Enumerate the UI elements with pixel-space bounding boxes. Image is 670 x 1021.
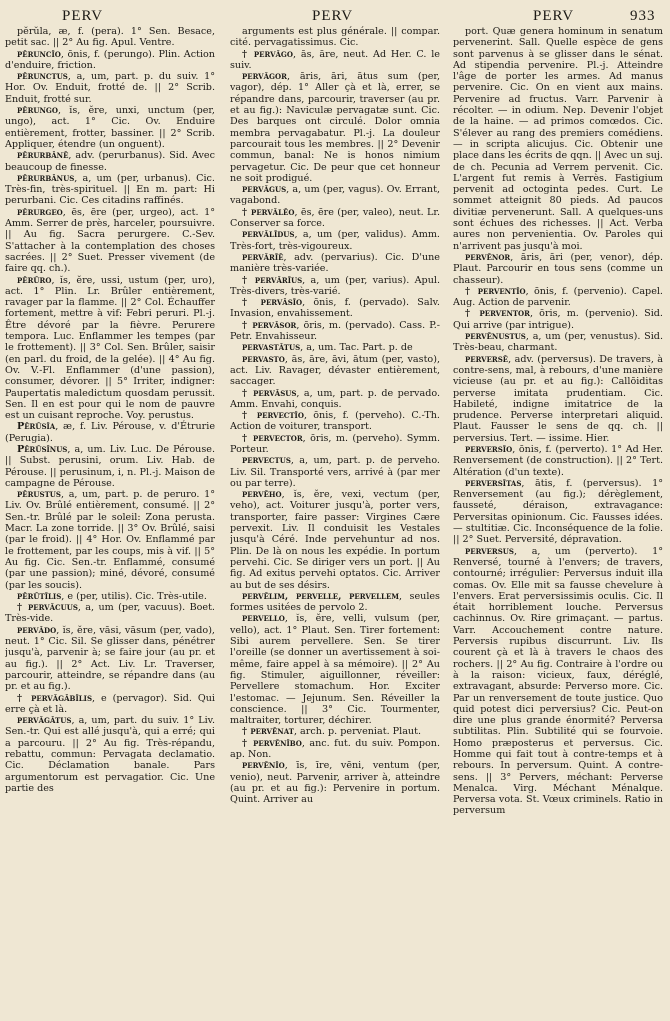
entry-headword: pervastātus (242, 342, 301, 354)
entry-headword: perversĭtas (465, 477, 522, 489)
entry-headword: pĕrurbānus (17, 172, 75, 184)
entry-definition: , āris, āri, ātus sum (per, vagor), dép. 1° Aller çà et là, errer, se répandre dans, parcourir, traverser (au pr. et au fig.): Naviculæ pervagatæ sunt. Cic. Des barques ont circulé. Dolor omnia membra pervagabatur. Pl.-j. La douleur parcourait tous les membres. || 2° Devenir commun, banal: Ne is honos nimium pervagetur. Cic. De peur que cet honneur ne soit prodigué. (230, 71, 440, 184)
dictionary-entry (5, 715, 215, 794)
dictionary-entry (5, 693, 215, 716)
entry-headword: pervĕnustus (465, 331, 526, 343)
dictionary-entry (230, 252, 440, 275)
entry-definition: , ōnis, f. (pervenio). Capel. Aug. Action de parvenir. (453, 285, 663, 309)
dictionary-entry (230, 591, 440, 614)
dictionary-entry (5, 444, 215, 489)
entry-headword: † pervăcuus (17, 602, 78, 614)
entry-headword: † pervăgo (242, 48, 294, 60)
entry-definition: , a, um. Liv. Luc. De Pérouse. || Subst. perusini, orum. Liv. Hab. de Pérouse. || perusinum, i, n. Pl.-j. Maison de campagne de Pérouse. (5, 443, 215, 489)
entry-definition: , īs, īre, vēni, ventum (per, venio), neut. Parvenir, arriver à, atteindre (au pr. et au fig.): Pervenire in portum. Quint. Arriver au (230, 760, 440, 806)
dictionary-entry (5, 207, 215, 275)
dictionary-entry (453, 546, 663, 817)
entry-definition: , adv. (perversus). De travers, à contre-sens, mal, à rebours, d'une manière vicieuse (au pr. et au fig.): Callōiditas perverse imitata prudentiam. Cic. Habileté, indigne imitatrice de la prudence. Perverse interpretari aliquid. Plaut. Fausser le sens de qq. ch. || perversius. Tert. — issime. Hier. (453, 353, 663, 444)
entry-definition: , ās, āre, neut. Ad Her. C. le suiv. (230, 48, 440, 71)
entry-headword: pĕrunctus (17, 71, 68, 83)
entry-definition: , a, um (per, vacuus). Boet. Très-vide. (5, 602, 215, 625)
dictionary-entry (5, 602, 215, 625)
dictionary-entry (453, 26, 663, 252)
column-left (5, 26, 215, 1016)
entry-definition: , ōnis, f. (pervado). Salv. Invasion, envahissement. (230, 297, 440, 320)
entry-definition: , arch. p. perveniat. Plaut. (293, 726, 422, 738)
entry-headword: pĕrurgeo (17, 206, 63, 218)
entry-definition: , ĭs, ĕre, unxi, unctum (per, ungo), act. 1° Cic. Ov. Enduire entièrement, frotter, bassiner. || 2° Scrib. Appliquer, étendre (un onguent). (5, 105, 215, 150)
entry-definition: pĕrŭla, æ, f. (pera). 1° Sen. Besace, petit sac. || 2° Au fig. Apul. Ventre. (5, 26, 215, 49)
dictionary-entry (230, 354, 440, 388)
dictionary-entry (230, 489, 440, 591)
entry-definition: , adv. (pervarius). Cic. D'une manière très-variée. (230, 251, 440, 275)
entry-headword: perversĭo (465, 443, 513, 455)
dictionary-entry (5, 26, 215, 49)
entry-headword: pervĕlim, pervelle, pervellem (242, 590, 400, 602)
dictionary-entry (453, 478, 663, 546)
dictionary-entry (230, 26, 440, 49)
header-center-guideword: PERV (312, 8, 354, 24)
header-left-guideword: PERV (62, 8, 104, 24)
entry-headword: † pervărĭus (242, 274, 303, 286)
entry-headword: pĕrustus (17, 489, 61, 501)
dictionary-entry (230, 760, 440, 805)
entry-definition: , ĭs, ĕre, ussi, ustum (per, uro), act. 1° Plin. Lr. Brûler entièrement, ravager par la flamme. || 2° Col. Échauffer fortement, mettre à vif: Febri peruri. Pl.-j. Être dévoré par la fièvre. Perurere tempora. Luc. Enflammer les tempes (par le frottement). || 3° Col. Sen. Brûler, saisir (en parl. du froid, de la gelée). || 4° Au fig. Ov. V.-Fl. Enflammer (d'une passion), consumer, dévorer. || 5° Irriter, indigner: Paupertatis maledictum quosdam perussit. Sen. Il en est pour qui le nom de pauvre est un cuisant reproche. Voy. perustus. (5, 274, 215, 422)
entry-headword: perversus (465, 545, 514, 557)
dictionary-entry (453, 444, 663, 478)
column-middle (230, 26, 440, 1016)
entry-definition: , ōris, m. (pervenio). Sid. Qui arrive (par intrigue). (453, 308, 663, 331)
entry-headword: Pĕrūsīnus (17, 443, 68, 455)
dictionary-entry (5, 71, 215, 105)
entry-definition: , ōris, m. (perveho). Symm. Porteur. (230, 432, 440, 455)
entry-definition: , ēs, ēre (per, urgeo), act. 1° Amm. Serrer de près, harceler, poursuivre. || Au fig. Sacra perurgere. C.-Sev. S'attacher à la contemplation des choses sacrées. || 2° Suet. Presser vivement (de faire qq. ch.). (5, 206, 215, 275)
entry-headword: pervăgus (242, 184, 287, 196)
entry-headword: pervādo (17, 624, 57, 636)
entry-headword: † pervector (242, 432, 303, 444)
entry-headword: pervĕho (242, 489, 282, 501)
entry-definition: , āris, āri (per, venor), dép. Plaut. Parcourir en tous sens (comme un chasseur). (453, 251, 663, 286)
header-right-guideword: PERV (533, 8, 575, 24)
entry-definition: , ōnis, f. (perverto). 1° Ad Her. Renversement (de construction). || 2° Tert. Altération (d'un texte). (453, 443, 663, 478)
entry-headword: pervectus (242, 455, 291, 467)
dictionary-entry (230, 410, 440, 433)
entry-headword: † pervĕnĭbo (242, 737, 302, 749)
entry-definition: , ĭs, ĕre, vexi, vectum (per, veho), act. Voiturer jusqu'à, porter vers, transporter, faire passer: Virgines Cære pervexit. Liv. Il conduisit les Vestales jusqu'à Céré. Inde pervehuntur ad nos. Plin. De là on nous les expédie. In portum pervehi. Cic. Se diriger vers un port. || Au fig. Ad exitus pervehi optatos. Cic. Arriver au but de ses désirs. (230, 489, 440, 591)
dictionary-entry (230, 320, 440, 343)
dictionary-entry (230, 738, 440, 761)
dictionary-entry (5, 150, 215, 173)
entry-headword: pervărĭē (242, 251, 284, 263)
dictionary-entry (230, 49, 440, 72)
entry-headword: pervĕnĭo (242, 760, 285, 772)
dictionary-entry (230, 342, 440, 353)
entry-definition: , a, um (perverto). 1° Renversé, tourné à l'envers; de travers, contourné; irrégulier: Perversus induit illa comas. Ov. Elle mit sa fausse chevelure à l'envers. Erat perversissimis oculis. Cic. Il était horriblement louche. Perversus cachinnus. Ov. Rire grimaçant. — partus. Varr. Accouchement contre nature. Perversis rupibus discurrunt. Liv. Ils courent çà et là à travers le chaos des rochers. || 2° Au fig. Contraire à l'ordre ou à la raison: vicieux, faux, déréglé, extravagant, absurde: Perverso more. Cic. Par un renversement de toute justice. Quo quid potest dici perversius? Cic. Peut-on dire une plus grande énormité? Perversa subtilitas. Plin. Subtilité qui se fourvoie. Homo præposterus et perversus. Cic. Homme qui fait tout à contre-temps et à rebours. In perversum. Quint. A contre-sens. || 3° Pervers, méchant: Perverse Menalca. Virg. Méchant Ménalque. Perversa vota. St. Vœux criminels. Ratio in perversum (453, 545, 663, 817)
entry-definition: , a, um (per, validus). Amm. Très-fort, très-vigoureux. (230, 229, 440, 252)
dictionary-entry (5, 489, 215, 591)
entry-definition: , a, um (per, vagus). Ov. Errant, vagabond. (230, 184, 440, 207)
entry-definition: , ātis, f. (perversus). 1° Renversement (au fig.); dérèglement, fausseté, déraison, extravagance: Perversitas opinionum. Cic. Fausses idées. — stultitiæ. Cic. Inconséquence de la folie. || 2° Suet. Perversité, dépravation. (453, 477, 663, 546)
dictionary-entry (453, 308, 663, 331)
entry-headword: † pervāsus (242, 387, 297, 399)
entry-definition: , ĭs, ĕre, vāsi, vāsum (per, vado), neut. 1° Cic. Sil. Se glisser dans, pénétrer jusqu'à, parvenir à; se faire jour (au pr. et au fig.). || 2° Act. Liv. Lr. Traverser, parcourir, atteindre, se répandre dans (au pr. et au fig.). (5, 624, 215, 693)
entry-headword: pervasto (242, 353, 285, 365)
entry-definition: , a, um (per, venustus). Sid. Très-beau, charmant. (453, 331, 663, 354)
entry-definition: , e (per, utilis). Cic. Très-utile. (61, 590, 207, 602)
dictionary-entry (230, 297, 440, 320)
dictionary-entry (5, 275, 215, 422)
entry-definition: , anc. fut. du suiv. Pompon. ap. Non. (230, 737, 440, 760)
entry-definition: , a, um, part. p. de perveho. Liv. Sil. Transporté vers, arrivé à (par mer ou par terre). (230, 455, 440, 489)
dictionary-entry (453, 286, 663, 309)
dictionary-entry (5, 625, 215, 693)
dictionary-entry (230, 613, 440, 726)
entry-definition: , ēs, ēre (per, valeo), neut. Lr. Conserver sa force. (230, 206, 440, 230)
dictionary-entry (230, 388, 440, 411)
entry-definition: , ĭs, ĕre, velli, vulsum (per, vello), act. 1° Plaut. Sen. Tirer fortement: Sibi aurem pervellere. Sen. Se tirer l'oreille (se donner un avertissement à soi-même, faire appel à sa mémoire). || 2° Au fig. Stimuler, aiguillonner, réveiller: Pervellere stomachum. Hor. Exciter l'estomac. — Jejunum. Sen. Réveiller la conscience. || 3° Cic. Tourmenter, maltraiter, torturer, déchirer. (230, 613, 440, 727)
dictionary-entry (453, 331, 663, 354)
entry-definition: , e (pervagor). Sid. Qui erre çà et là. (5, 692, 215, 715)
dictionary-entry (230, 726, 440, 737)
entry-definition: , a, um. Tac. Part. p. de (300, 342, 413, 354)
entry-definition: , a, um, part. p. du suiv. 1° Hor. Ov. Enduit, frotté de. || 2° Scrib. Enduit, frotté sur. (5, 71, 215, 105)
running-header (0, 8, 670, 26)
entry-headword: † pervăgābĭlis (17, 692, 93, 704)
entry-headword: pervăgor (242, 71, 287, 83)
dictionary-entry (230, 455, 440, 489)
dictionary-entry (453, 354, 663, 444)
entry-headword: † pervălĕo (242, 206, 295, 218)
entry-headword: † pervāsor (242, 319, 297, 331)
dictionary-entry (5, 49, 215, 72)
entry-definition: , adv. (perurbanus). Sid. Avec beaucoup de finesse. (5, 150, 215, 173)
entry-definition: , a, um (per, urbanus). Cic. Très-fin, très-spirituel. || En m. part: Hi perurbani. Cic. Ces citadins raffinés. (5, 172, 215, 207)
entry-headword: † pervectĭo (242, 410, 304, 422)
entry-definition: , a, um, part. p. de pervado. Amm. Envahi, conquis. (230, 387, 440, 410)
entry-headword: pervĕnor (465, 251, 511, 263)
entry-headword: pĕrurbānē (17, 150, 69, 162)
dictionary-entry (5, 591, 215, 602)
entry-headword: pĕrūro (17, 274, 52, 286)
entry-definition: port. Quæ genera hominum in senatum pervenerint. Sall. Quelle espèce de gens sont parvenus à se glisser dans le sénat. Ad stipendia pervenire. Pl.-j. Atteindre l'âge de porter les armes. Ad manus pervenire. Cic. On en vient aux mains. Pervenire ad fructus. Varr. Parvenir à récolter. — in odium. Nep. Devenir l'objet de la haine. — ad primos comœdos. Cic. S'élever au rang des premiers comédiens. — in scripta alicujus. Cic. Obtenir une place dans les écrits de qqn. || Avec un suj. de ch. Pecunia ad Verrem pervenit. Cic. L'argent fut remis à Verrès. Fastigium pervenit ad octoginta pedes. Curt. Le sommet atteignit 80 pieds. Ad paucos divitiæ pervenerunt. Sall. A quelques-uns sont échues des richesses. || Act. Verba aures non pervenientia. Ov. Paroles qui n'arrivent pas jusqu'à moi. (453, 26, 663, 252)
entry-definition: , æ, f. Liv. Pérouse, v. d'Étrurie (Perugia). (5, 421, 215, 444)
dictionary-entry (230, 184, 440, 207)
entry-headword: † perventĭo (465, 285, 526, 297)
entry-definition: , a, um, part. p. de peruro. 1° Liv. Ov. Brûlé entièrement, consumé. || 2° Sen.-tr. Brûlé par le soleil: Zona perusta. Macr. La zone torride. || 3° Ov. Brûlé, saisi (par le froid). || 4° Hor. Ov. Enflammé par le frottement, par les coups, mis à vif. || 5° Au fig. Cic. Sen.-tr. Enflammé, consumé (par une passion); miné, dévoré, consumé (par les soucis). (5, 489, 215, 591)
column-right (453, 26, 663, 1016)
entry-headword: pĕrungo (17, 105, 58, 117)
entry-headword: pervălĭdus (242, 229, 295, 241)
dictionary-entry (230, 207, 440, 230)
entry-definition: , ōnis, f. (perveho). C.-Th. Action de voiturer, transport. (230, 410, 440, 433)
entry-definition: , ās, āre, āvi, ātum (per, vasto), act. Liv. Ravager, dévaster entièrement, saccager. (230, 353, 440, 388)
entry-definition: arguments est plus générale. || compar. cité. pervagatissimus. Cic. (230, 26, 440, 49)
entry-headword: † pervĕnat (242, 726, 294, 738)
entry-headword: pĕruncĭo (17, 48, 61, 60)
dictionary-entry (5, 173, 215, 207)
entry-definition: , seules formes usitées de pervolo 2. (230, 590, 440, 614)
entry-definition: , a, um, part. du suiv. 1° Liv. Sen.-tr. Qui est allé jusqu'à, qui a erré; qui a parcouru. || 2° Au fig. Très-répandu, rebattu, commun: Pervagata declamatio. Cic. Déclamation banale. Pars argumentorum est pervagatior. Cic. Une partie des (5, 715, 215, 794)
entry-definition: , ōris, m. (pervado). Cass. P.-Petr. Envahisseur. (230, 319, 440, 343)
dictionary-entry (5, 421, 215, 444)
entry-headword: † pervāsĭo (242, 297, 303, 309)
entry-headword: pervăgātus (17, 715, 72, 727)
entry-definition: , ōnis, f. (perungo). Plin. Action d'enduire, friction. (5, 48, 215, 71)
dictionary-entry (230, 229, 440, 252)
entry-headword: perversē (465, 353, 509, 365)
entry-headword: † perventor (465, 308, 530, 320)
dictionary-entry (5, 105, 215, 150)
dictionary-entry (230, 71, 440, 184)
entry-headword: pĕrūtĭlis (17, 590, 62, 602)
entry-headword: Pĕrūsĭa (17, 421, 56, 433)
page-number: 933 (630, 8, 656, 24)
dictionary-entry (230, 433, 440, 456)
dictionary-entry (453, 252, 663, 286)
dictionary-entry (230, 275, 440, 298)
entry-headword: pervello (242, 613, 285, 625)
entry-definition: , a, um (per, varius). Apul. Très-divers, très-varié. (230, 274, 440, 297)
